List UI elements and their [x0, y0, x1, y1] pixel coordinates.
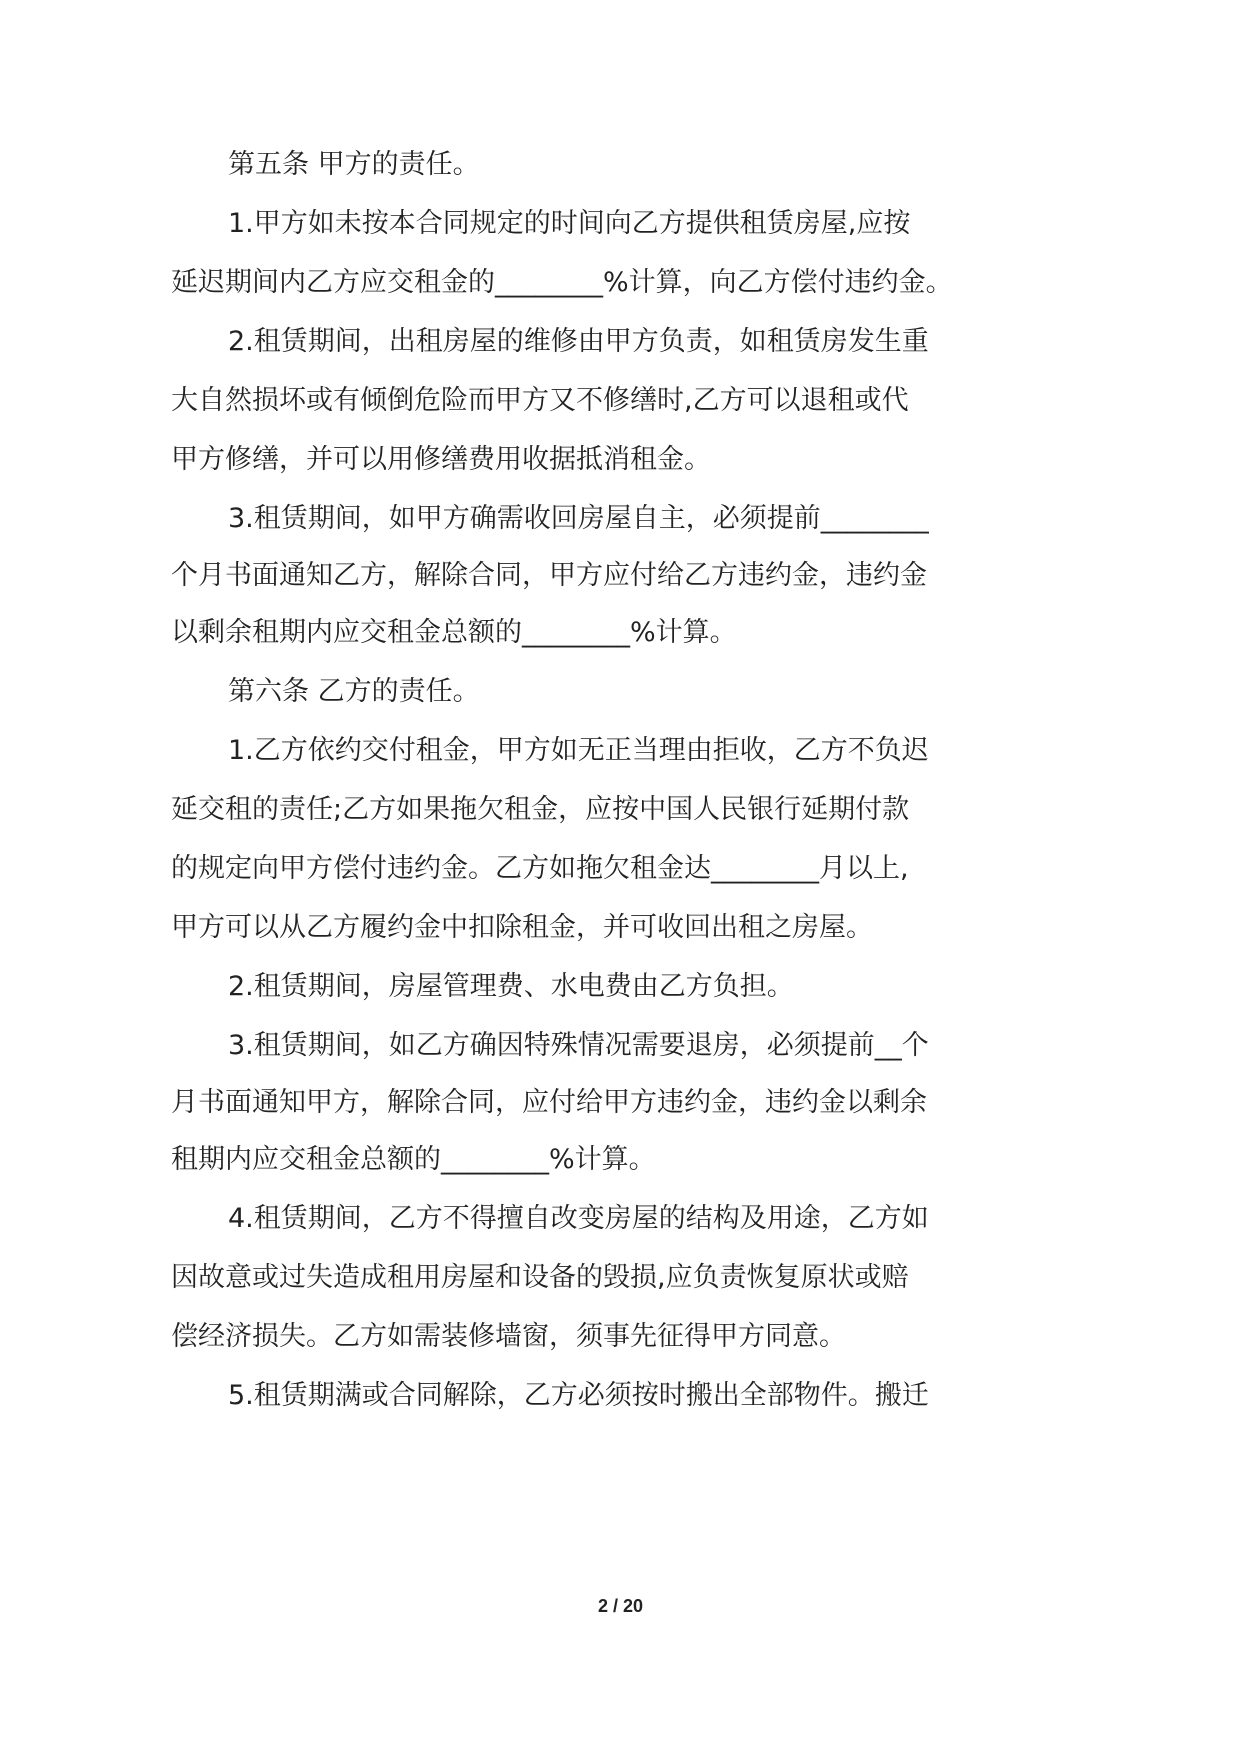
text-line: 延迟期间内乙方应交租金的________%计算，向乙方偿付违约金。	[171, 267, 953, 298]
text-line: 甲方可以从乙方履约金中扣除租金，并可收回出租之房屋。	[171, 912, 873, 943]
text-line: 1.乙方依约交付租金，甲方如无正当理由拒收，乙方不负迟	[228, 735, 929, 766]
text-line: 2.租赁期间，出租房屋的维修由甲方负责，如租赁房发生重	[228, 326, 929, 357]
text-line: 月书面通知甲方，解除合同，应付给甲方违约金，违约金以剩余	[171, 1087, 927, 1118]
text-line: 2.租赁期间，房屋管理费、水电费由乙方负担。	[228, 971, 794, 1002]
text-line: 以剩余租期内应交租金总额的________%计算。	[171, 617, 737, 648]
text-line: 5.租赁期满或合同解除，乙方必须按时搬出全部物件。搬迁	[228, 1380, 929, 1411]
text-line: 租期内应交租金总额的________%计算。	[171, 1144, 656, 1175]
text-line: 甲方修缮，并可以用修缮费用收据抵消租金。	[171, 444, 711, 475]
text-line: 1.甲方如未按本合同规定的时间向乙方提供租赁房屋,应按	[228, 208, 911, 239]
text-line: 第六条 乙方的责任。	[228, 676, 480, 707]
text-line: 延交租的责任;乙方如果拖欠租金，应按中国人民银行延期付款	[171, 794, 910, 825]
text-line: 偿经济损失。乙方如需装修墙窗，须事先征得甲方同意。	[171, 1321, 846, 1352]
text-line: 3.租赁期间，如甲方确需收回房屋自主，必须提前________	[228, 503, 929, 534]
page-number: 2 / 20	[597, 1596, 644, 1616]
text-line: 第五条 甲方的责任。	[228, 149, 480, 180]
text-line: 大自然损坏或有倾倒危险而甲方又不修缮时,乙方可以退租或代	[171, 385, 909, 416]
text-line: 3.租赁期间，如乙方确因特殊情况需要退房，必须提前__个	[228, 1030, 929, 1061]
text-line: 的规定向甲方偿付违约金。乙方如拖欠租金达________月以上,	[171, 853, 909, 884]
text-line: 4.租赁期间，乙方不得擅自改变房屋的结构及用途，乙方如	[228, 1203, 929, 1234]
text-line: 个月书面通知乙方，解除合同，甲方应付给乙方违约金，违约金	[171, 560, 927, 591]
text-line: 因故意或过失造成租用房屋和设备的毁损,应负责恢复原状或赔	[171, 1262, 909, 1293]
